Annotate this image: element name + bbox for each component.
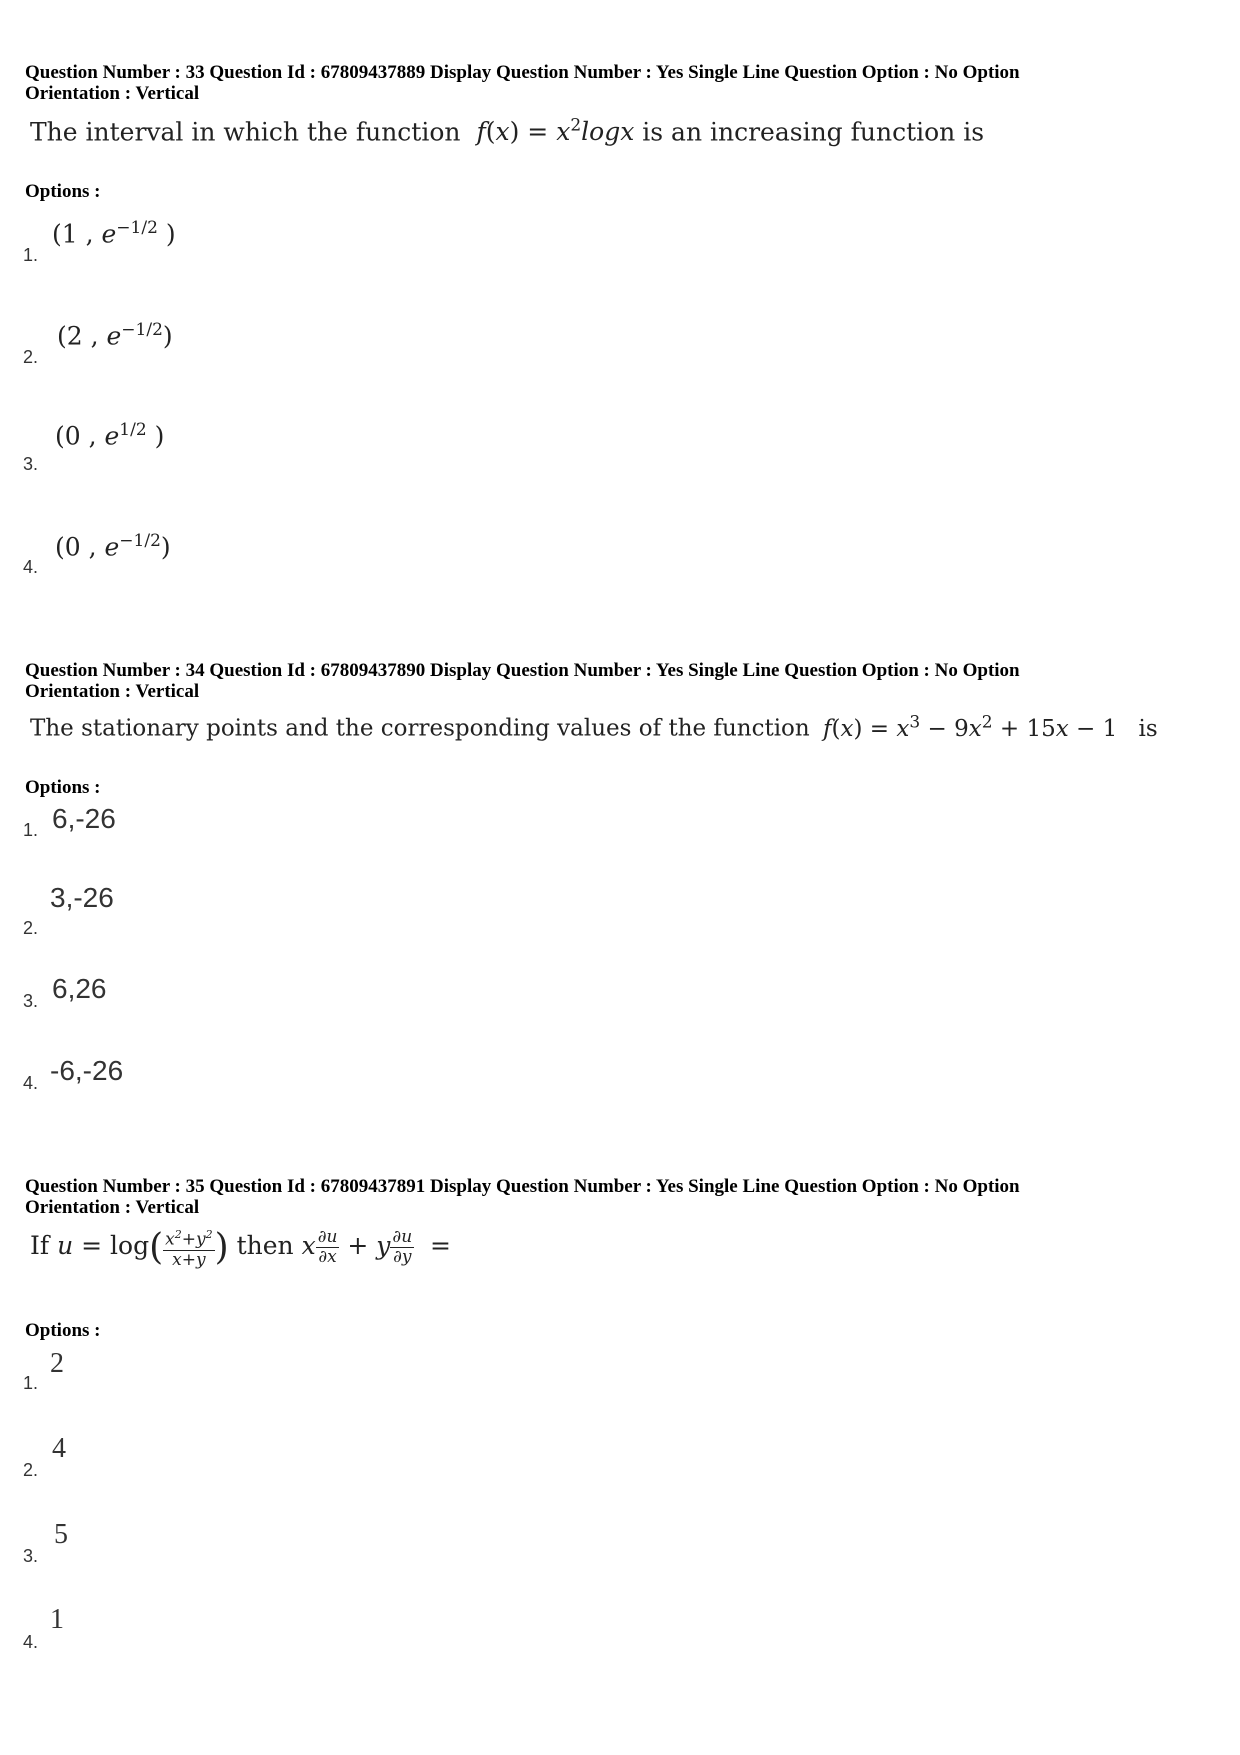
option-number: 2.: [23, 918, 39, 938]
options-label: Options :: [25, 181, 101, 202]
question-meta-line1: Question Number : 33 Question Id : 67809437889 Display Question Number : Yes Single Line Question Option : No Option: [25, 62, 1020, 83]
option-number: 4.: [23, 1632, 39, 1652]
option-number: 1.: [23, 245, 39, 265]
option-4-answer: 1: [50, 1604, 64, 1635]
option-2-answer: 3,-26: [50, 882, 114, 913]
question-math: $f(x) = x^3 - 9x^2 + 15x - 1$: [823, 712, 1118, 742]
option-2-answer: (2 , $e^{-1/2}$): [57, 320, 173, 351]
question-text: The interval in which the function: [30, 117, 461, 147]
question-35-text: [30, 1225, 451, 1270]
question-text: The stationary points and the corresponding values of the function: [30, 715, 810, 742]
question-text-after: is: [1138, 715, 1158, 742]
option-number: 4.: [23, 557, 39, 577]
option-4-answer: -6,-26: [50, 1055, 124, 1086]
question-meta-line1: Question Number : 34 Question Id : 67809437890 Display Question Number : Yes Single Line Question Option : No Option: [25, 660, 1020, 681]
option-number: 4.: [23, 1073, 39, 1093]
option-number: 3.: [23, 454, 39, 474]
option-3-answer: 6,26: [52, 973, 107, 1004]
options-label: Options :: [25, 1320, 101, 1341]
question-35-meta: [25, 1176, 1215, 1218]
question-math: If u = log( $\frac{x^2+y^2}{x+y}$ ) then x $\frac{\partial u}{\partial x}$ + y $\frac{\partial u}{\partial y}$ =: [30, 1226, 451, 1270]
option-3-answer: 5: [54, 1519, 68, 1550]
question-meta-line2: Orientation : Vertical: [25, 681, 200, 702]
option-1-answer: 6,-26: [52, 803, 116, 834]
option-1-answer: (1 , $e^{-1/2}$ ): [52, 218, 176, 249]
option-number: 2.: [23, 347, 39, 367]
option-number: 1.: [23, 820, 39, 840]
question-34-meta: [25, 660, 1215, 702]
option-2-answer: 4: [52, 1433, 66, 1464]
question-meta-line1: Question Number : 35 Question Id : 67809437891 Display Question Number : Yes Single Line Question Option : No Option: [25, 1176, 1020, 1197]
option-number: 2.: [23, 1460, 39, 1480]
question-math: $f(x) = x^2\log x$: [476, 116, 635, 147]
option-4-answer: (0 , $e^{-1/2}$): [55, 531, 171, 562]
option-1-answer: 2: [50, 1348, 64, 1379]
options-label: Options :: [25, 777, 101, 798]
question-meta-line2: Orientation : Vertical: [25, 1197, 200, 1218]
option-number: 3.: [23, 991, 39, 1011]
option-number: 1.: [23, 1373, 39, 1393]
option-3-answer: (0 , $e^{1/2}$ ): [55, 420, 165, 451]
question-meta-line2: Orientation : Vertical: [25, 83, 200, 104]
question-34-text: [30, 712, 1158, 742]
question-text-after: is an increasing function is: [642, 117, 985, 147]
question-33-meta: [25, 62, 1215, 104]
option-number: 3.: [23, 1546, 39, 1566]
question-33-text: [30, 116, 984, 146]
